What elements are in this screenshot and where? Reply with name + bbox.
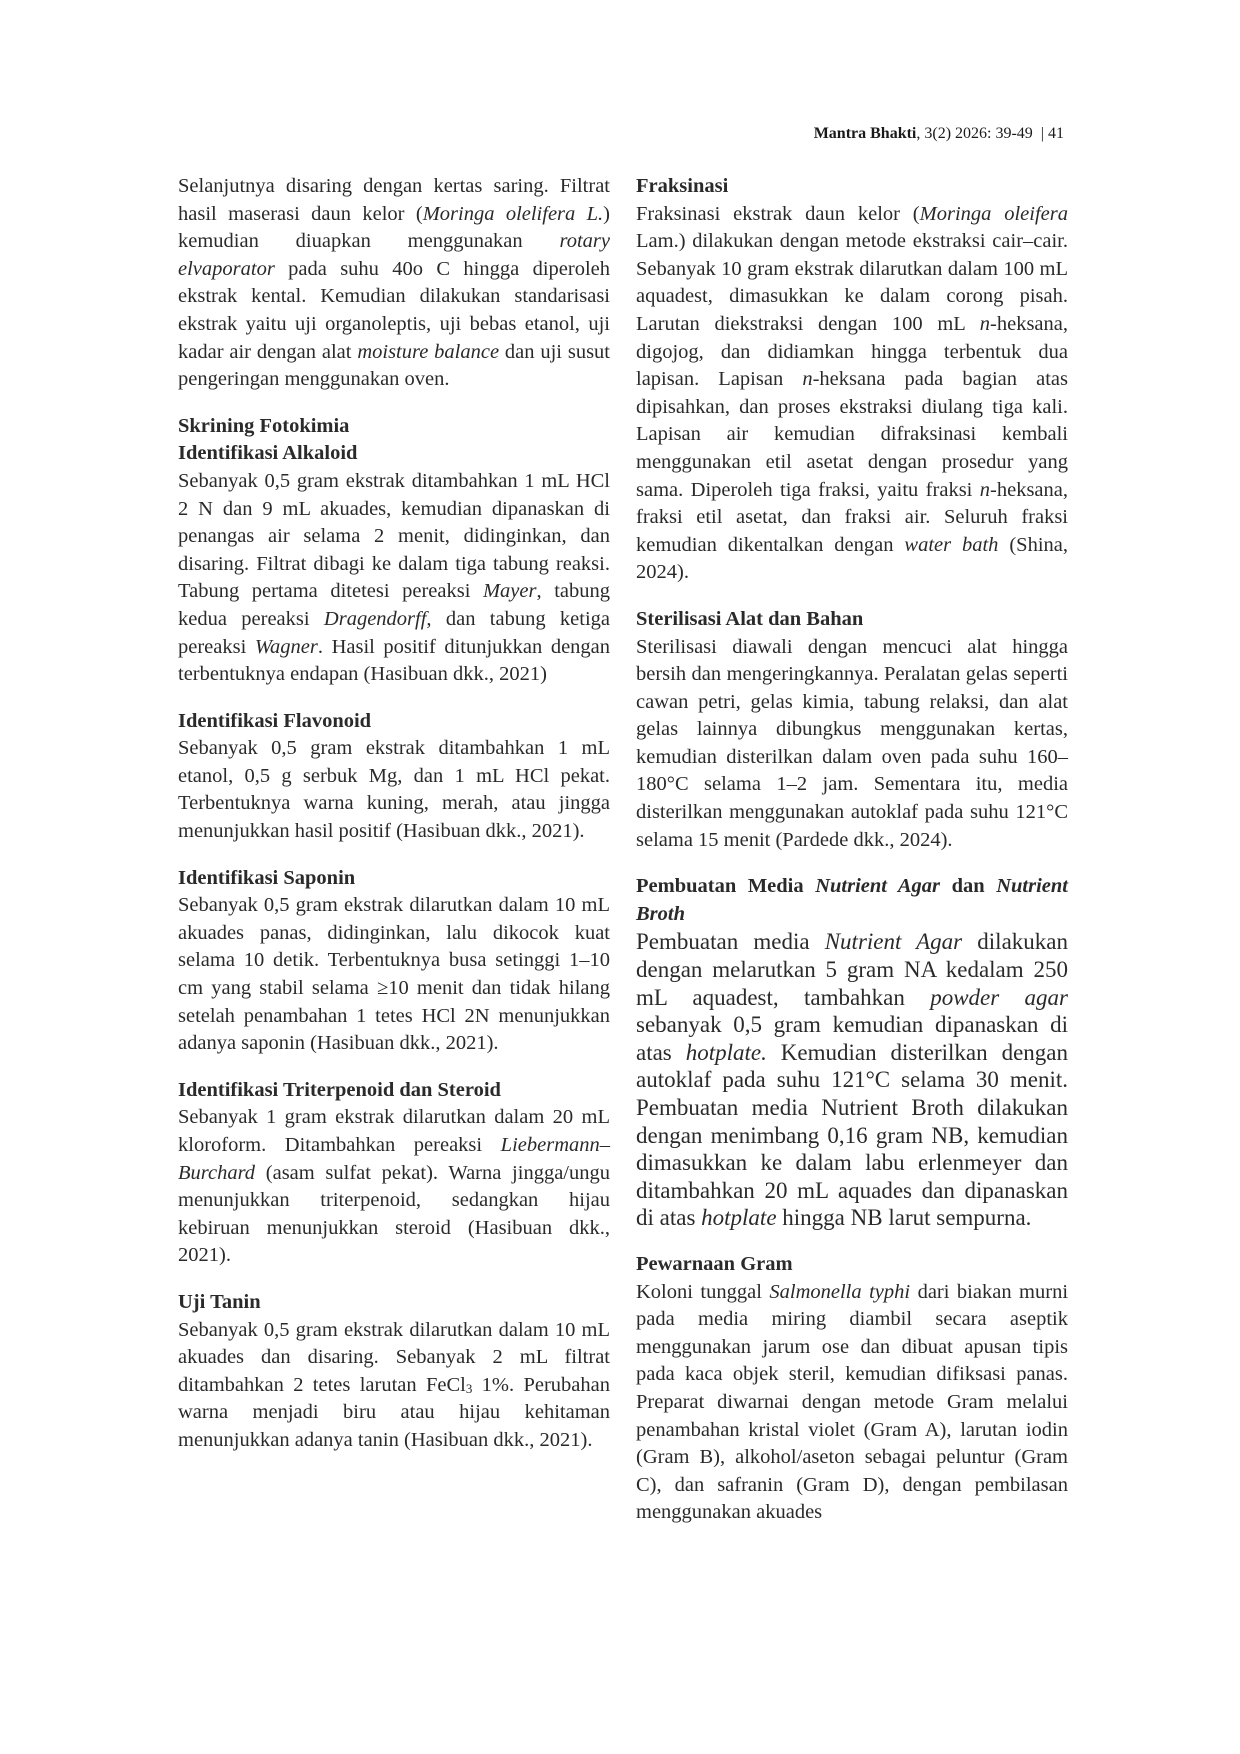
- flavonoid-paragraph: Sebanyak 0,5 gram ekstrak ditambahkan 1 mL etanol, 0,5 g serbuk Mg, dan 1 mL HCl pekat. Terbentuknya warna kuning, merah, atau jingga menunjukkan hasil positif (Hasibuan dkk., 2021).: [178, 737, 610, 843]
- gram-paragraph: [636, 1279, 1068, 1527]
- italic-run: Nutrient Agar: [815, 875, 940, 898]
- text-run: dan: [939, 875, 997, 898]
- text-run: dari biakan murni pada media miring diambil secara aseptik menggunakan jarum ose dan dibuat apusan tipis pada kaca objek steril, kemudian difiksasi panas. Preparat diwarnai dengan metode Gram melalui penambahan kristal violet (Gram A), larutan iodin (Gram B), alkohol/aseton sebagai peluntur (Gram C), dan safranin (Gram D), dengan pembilasan menggunakan akuades: [636, 1280, 1069, 1524]
- triterpenoid-paragraph: [178, 1104, 610, 1270]
- saponin-paragraph: Sebanyak 0,5 gram ekstrak dilarutkan dalam 10 mL akuades panas, didinginkan, lalu dikocok kuat selama 10 detik. Terbentuknya busa setinggi 1–10 cm yang stabil selama ≥10 menit dan tidak hilang setelah penambahan 1 tetes HCl 2N menunjukkan adanya saponin (Hasibuan dkk., 2021).: [178, 894, 610, 1055]
- text-run: Sebanyak 1 gram ekstrak dilarutkan dalam 20 mL kloroform. Ditambahkan pereaksi: [178, 1106, 610, 1156]
- text-run: ) kemudian diuapkan menggunakan: [178, 202, 610, 253]
- text-run: (Shina, 2024).: [636, 533, 1068, 584]
- text-run: Sebanyak 0,5 gram ekstrak dilarutkan dalam 10 mL akuades dan disaring. Sebanyak 2 mL filtrat ditambahkan 2 tetes larutan FeCl: [178, 1318, 610, 1396]
- media-paragraph: [636, 928, 1068, 1232]
- italic-run: Moringa olelifera L.: [422, 202, 604, 225]
- left-column: [178, 173, 610, 1455]
- italic-run: Wagner: [254, 635, 318, 658]
- journal-name: Mantra Bhakti: [813, 125, 917, 142]
- text-run: Kemudian disterilkan dengan autoklaf pada suhu 121°C selama 30 menit. Pembuatan media Nutrient Broth dilakukan dengan menimbang 0,16 gram NB, kemudian dimasukkan ke dalam labu erlenmeyer dan ditambahkan 20 mL aquades dan dipanaskan di atas: [636, 1039, 1068, 1231]
- italic-run: Dragendorff: [323, 607, 427, 630]
- running-header: Mantra Bhakti, 3(2) 2026: 39-49 | 41: [813, 125, 1064, 142]
- text-run: -heksana, digojog, dan didiamkan hingga terbentuk dua lapisan. Lapisan: [636, 312, 1068, 391]
- journal-issue: , 3(2) 2026: 39-49: [916, 125, 1033, 142]
- italic-run: powder agar: [930, 984, 1069, 1010]
- text-run: Pembuatan media: [636, 929, 825, 955]
- subsection-heading-alkaloid: Identifikasi Alkaloid: [178, 442, 358, 465]
- italic-run: moisture balance: [357, 340, 500, 363]
- subsection-heading-tanin: Uji Tanin: [178, 1290, 261, 1313]
- subsection-heading-flavonoid: Identifikasi Flavonoid: [178, 709, 372, 732]
- italic-run: Liebermann–Burchard: [178, 1134, 610, 1184]
- right-column: [636, 173, 1068, 1527]
- italic-run: Moringa oleifera: [919, 202, 1068, 225]
- text-run: . Hasil positif ditunjukkan dengan terbentuknya endapan (Hasibuan dkk., 2021): [178, 635, 611, 686]
- subsection-heading-triterpenoid: Identifikasi Triterpenoid dan Steroid: [178, 1078, 501, 1101]
- italic-run: rotary elvaporator: [178, 230, 610, 280]
- text-run: Sebanyak 0,5 gram ekstrak ditambahkan 1 mL HCl 2 N dan 9 mL akuades, kemudian dipanaskan di penangas air selama 2 menit, didinginkan, dan disaring. Filtrat dibagi ke dalam tiga tabung reaksi. Tabung pertama ditetesi pereaksi: [178, 469, 610, 603]
- subsection-heading-sterilisasi: Sterilisasi Alat dan Bahan: [636, 607, 864, 630]
- text-run: -heksana pada bagian atas dipisahkan, dan proses ekstraksi diulang tiga kali. Lapisan air kemudian difraksinasi kembali menggunakan etil asetat dengan prosedur yang sama. Diperoleh tiga fraksi, yaitu fraksi: [636, 368, 1068, 501]
- italic-run: water bath: [904, 533, 999, 556]
- text-run: Koloni tunggal: [636, 1280, 770, 1303]
- subscript: 3: [465, 1380, 473, 1396]
- text-run: , dan tabung ketiga pereaksi: [178, 607, 610, 658]
- text-run: hingga NB larut sempurna.: [776, 1205, 1032, 1231]
- italic-run: n: [802, 368, 813, 391]
- italic-run: Salmonella typhi: [769, 1280, 911, 1303]
- text-run: dan uji susut pengeringan menggunakan oven.: [178, 340, 610, 391]
- text-run: Fraksinasi ekstrak daun kelor (: [636, 202, 920, 225]
- text-run: Lam.) dilakukan dengan metode ekstraksi cair–cair. Sebanyak 10 gram ekstrak dilarutkan dalam 100 mL aquadest, dimasukkan ke dalam corong pisah. Larutan diekstraksi dengan 100 mL: [636, 230, 1068, 335]
- italic-run: Nutrient Agar: [824, 929, 963, 955]
- alkaloid-paragraph: [178, 468, 610, 689]
- text-run: Pembuatan Media: [636, 875, 816, 898]
- subsection-heading-saponin: Identifikasi Saponin: [178, 866, 356, 889]
- page-number: 41: [1048, 125, 1064, 142]
- subsection-heading-media: [636, 873, 1068, 928]
- text-run: (asam sulfat pekat). Warna jingga/ungu menunjukkan triterpenoid, sedangkan hijau kebiruan menunjukkan steroid (Hasibuan dkk., 2021).: [178, 1161, 610, 1267]
- italic-run: n: [979, 478, 991, 501]
- subsection-heading-fraksinasi: Fraksinasi: [636, 175, 729, 197]
- intro-paragraph: [178, 173, 610, 394]
- text-run: Selanjutnya disaring dengan kertas saring. Filtrat hasil maserasi daun kelor (: [178, 175, 610, 225]
- text-run: , tabung kedua pereaksi: [178, 580, 610, 630]
- text-run: -heksana, fraksi etil asetat, dan fraksi air. Seluruh fraksi kemudian dikentalkan dengan: [636, 478, 1068, 556]
- fraksinasi-paragraph: [636, 201, 1068, 587]
- sterilisasi-paragraph: Sterilisasi diawali dengan mencuci alat hingga bersih dan mengeringkannya. Peralatan gelas seperti cawan petri, gelas kimia, tabung relaksi, dan alat gelas lainnya dibungkus menggunakan kertas, kemudian disterilkan dalam oven pada suhu 160–180°C selama 1–2 jam. Sementara itu, media disterilkan menggunakan autoklaf pada suhu 121°C selama 15 menit (Pardede dkk., 2024).: [636, 635, 1068, 851]
- italic-run: hotplate: [701, 1205, 777, 1231]
- text-run: pada suhu 40o C hingga diperoleh ekstrak kental. Kemudian dilakukan standarisasi ekstrak yaitu uji organoleptis, uji bebas etanol, uji kadar air dengan alat: [178, 257, 610, 363]
- text-run: sebanyak 0,5 gram kemudian dipanaskan di atas: [636, 1012, 1068, 1065]
- text-run: 1%. Perubahan warna menjadi biru atau hijau kehitaman menunjukkan adanya tanin (Hasibuan dkk., 2021).: [178, 1373, 610, 1451]
- tanin-paragraph: [178, 1317, 610, 1455]
- italic-run: Mayer: [482, 580, 537, 603]
- text-run: dilakukan dengan melarutkan 5 gram NA kedalam 250 mL aquadest, tambahkan: [636, 929, 1068, 1010]
- section-heading-skrining: Skrining Fotokimia: [178, 414, 350, 437]
- italic-run: hotplate.: [685, 1039, 767, 1065]
- italic-run: n: [979, 312, 991, 335]
- italic-run: Nutrient Broth: [636, 875, 1068, 925]
- subsection-heading-gram: Pewarnaan Gram: [636, 1252, 793, 1275]
